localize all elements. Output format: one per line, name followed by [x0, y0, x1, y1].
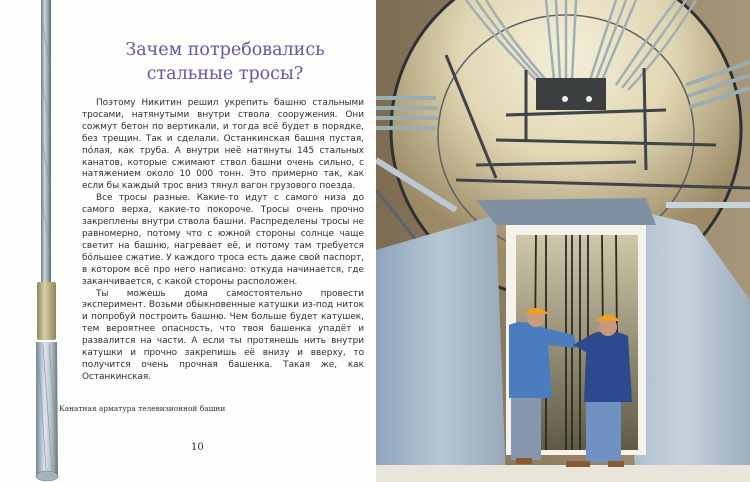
figure-caption: Канатная арматура телевизионной башни	[59, 404, 226, 413]
page-number: 10	[191, 442, 204, 453]
tower-shaft-illustration	[376, 0, 750, 482]
page-title	[90, 38, 360, 86]
steel-cable-illustration	[32, 0, 62, 482]
paragraph: Поэтому Никитин решил укрепить башню стальными тросами, натянутыми внутри ствола сооружения. Они сожмут бетон по вертикали, и тогда всё будет в порядке, без трещин. Так и сделали. Останкинская башня пустая, пóлая, как труба. А внутри неё натянуты 145 стальных канатов, которые сжимают ствол башни очень сильно, с натяжением около 10 000 тонн. Это примерно так, как если бы каждый трос вниз тянул вагон грузового поезда.	[82, 98, 364, 192]
body-text	[82, 98, 364, 384]
right-page-illustration	[376, 0, 750, 482]
paragraph: Ты можешь дома самостоятельно провести эксперимент. Возьми обыкновенные катушки из-под ниток и попробуй построить башню. Чем больше будет катушек, тем вероятнее опасность, что твоя башенка упадёт и развалится на части. А если ты протянешь нить внутри катушки и прочно закрепишь её внизу и вверху, то получится очень прочная башенка. Такая же, как Останкинская.	[82, 288, 364, 382]
title-line-1: Зачем потребовались	[125, 40, 325, 60]
title-line-2: стальные тросы?	[146, 64, 304, 84]
paragraph: Все тросы разные. Какие-то идут с самого низа до самого верха, какие-то покороче. Тросы очень прочно закреплены внутри ствола башни. Распределены тросы не равномерно, потому что с южной стороны солнце чаще светит на башню, нагревает её, и потому там требуется бóльшее сжатие. У каждого троса есть даже свой паспорт, в котором всё про него написано: откуда начинается, где заканчивается, с какой стороны расположен.	[82, 193, 364, 287]
